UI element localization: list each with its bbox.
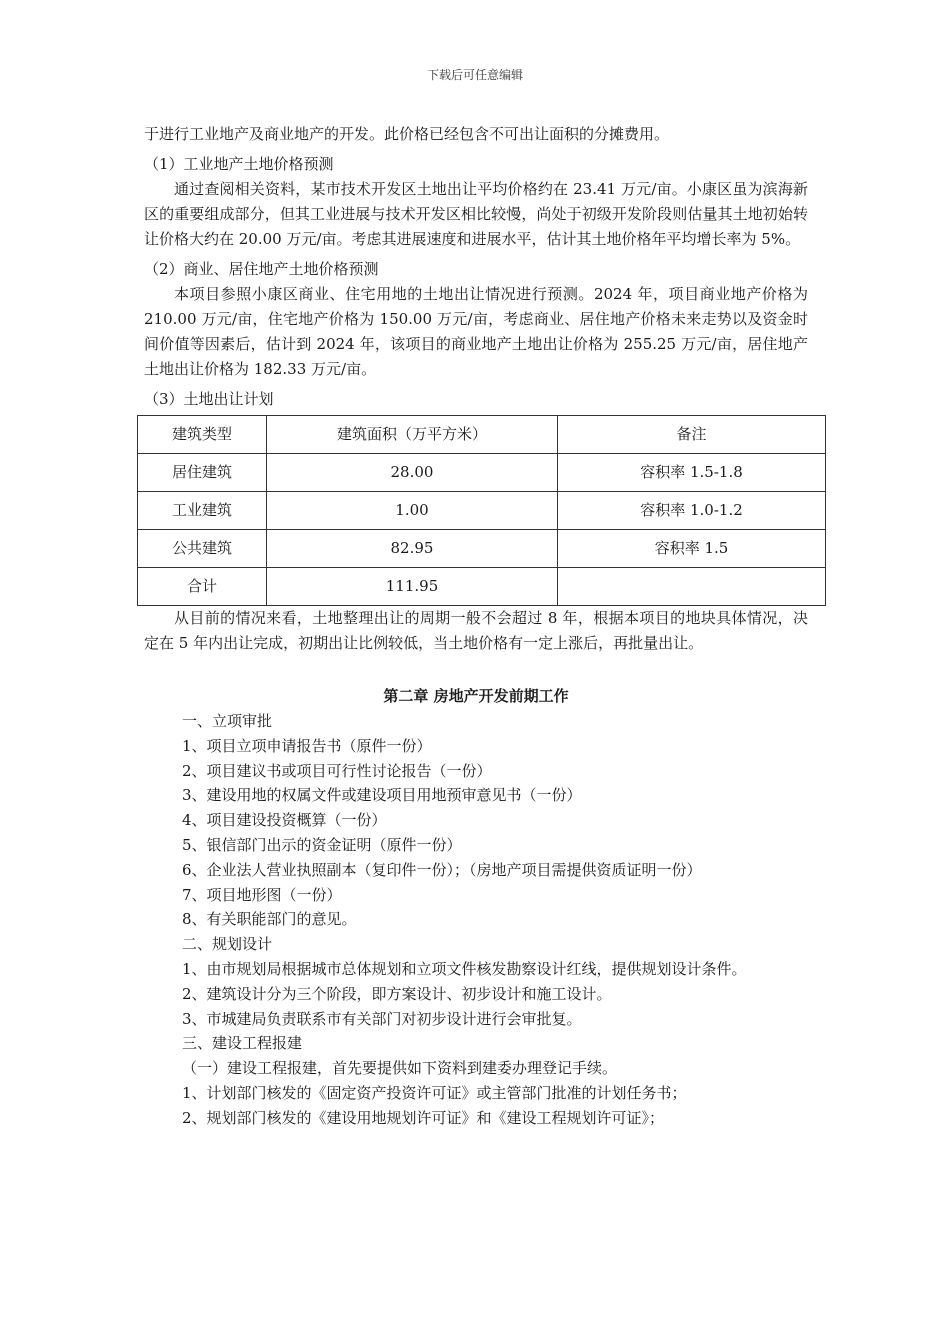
table-cell: 容积率 1.0-1.2	[558, 492, 826, 530]
list-item: 5、银信部门出示的资金证明（原件一份）	[182, 835, 462, 854]
list-item: 7、项目地形图（一份）	[182, 885, 342, 904]
list-item: 6、企业法人营业执照副本（复印件一份）；（房地产项目需提供资质证明一份）	[182, 860, 702, 879]
list-item: 2、规划部门核发的《建设用地规划许可证》和《建设工程规划许可证》；	[182, 1108, 665, 1127]
section-1-title: （1）工业地产土地价格预测	[144, 155, 334, 173]
page-header: 下载后可任意编辑	[426, 68, 523, 82]
section-2-title: （2）商业、居住地产土地价格预测	[144, 260, 379, 278]
document-body	[144, 122, 808, 1131]
table-cell: 容积率 1.5-1.8	[558, 454, 826, 492]
list-item: 3、建设用地的权属文件或建设项目用地预审意见书（一份）	[182, 786, 582, 805]
table-header-cell: 建筑类型	[138, 416, 267, 454]
table-cell: 合计	[138, 568, 267, 606]
table-header-cell: 备注	[558, 416, 826, 454]
section-3-title: （3）土地出让计划	[144, 390, 274, 408]
land-transfer-table	[137, 415, 826, 606]
table-cell: 1.00	[267, 492, 558, 530]
list-item: 3、市城建局负责联系市有关部门对初步设计进行会审批复。	[182, 1009, 582, 1028]
table-cell: 111.95	[267, 568, 558, 606]
list-item: 4、项目建设投资概算（一份）	[182, 811, 387, 830]
list-item: 2、项目建议书或项目可行性讨论报告（一份）	[182, 761, 492, 780]
table-cell	[558, 568, 826, 606]
table-header-row	[138, 416, 826, 454]
list-item: （一）建设工程报建，首先要提供如下资料到建委办理登记手续。	[182, 1059, 618, 1078]
table-row	[138, 530, 826, 568]
list-item: 1、项目立项申请报告书（原件一份）	[182, 736, 432, 755]
list-item: 二、规划设计	[182, 935, 273, 954]
list-item: 2、建筑设计分为三个阶段，即方案设计、初步设计和施工设计。	[182, 984, 612, 1003]
table-row	[138, 492, 826, 530]
section-2-body: 本项目参照小康区商业、住宅用地的土地出让情况进行预测。2024 年，项目商业地产价格为 210.00 万元/亩，住宅地产价格为 150.00 万元/亩，考虑商业、居住地产价格未来走势以及资金时间价值等因素后，估计到 2024 年，该项目的商业地产土地出让价格为 255.25 万元/亩，居住地产土地出让价格为 182.33 万元/亩。	[144, 285, 808, 378]
table-row	[138, 454, 826, 492]
chapter-title: 第二章 房地产开发前期工作	[383, 687, 569, 705]
list-item: 1、计划部门核发的《固定资产投资许可证》或主管部门批准的计划任务书；	[182, 1083, 687, 1102]
intro-paragraph: 于进行工业地产及商业地产的开发。此价格已经包含不可出让面积的分摊费用。	[144, 125, 670, 143]
table-total-row	[138, 568, 826, 606]
table-cell: 居住建筑	[138, 454, 267, 492]
list-item: 1、由市规划局根据城市总体规划和立项文件核发勘察设计红线，提供规划设计条件。	[182, 959, 747, 978]
table-cell: 28.00	[267, 454, 558, 492]
chapter-item-list	[182, 709, 808, 1131]
table-cell: 工业建筑	[138, 492, 267, 530]
list-item: 一、立项审批	[182, 712, 273, 730]
table-cell: 公共建筑	[138, 530, 267, 568]
section-1-body: 通过查阅相关资料，某市技术开发区土地出让平均价格约在 23.41 万元/亩。小康区虽为滨海新区的重要组成部分，但其工业进展与技术开发区相比较慢，尚处于初级开发阶段则估量其土地初始转让价格大约在 20.00 万元/亩。考虑其进展速度和进展水平，估计其土地价格年平均增长率为 5%。	[144, 180, 808, 248]
list-item: 8、有关职能部门的意见。	[182, 910, 357, 929]
list-item: 三、建设工程报建	[182, 1034, 303, 1053]
table-header-cell: 建筑面积（万平方米）	[267, 416, 558, 454]
table-cell: 82.95	[267, 530, 558, 568]
section-3-after: 从目前的情况来看，土地整理出让的周期一般不会超过 8 年，根据本项目的地块具体情况，决定在 5 年内出让完成，初期出让比例较低，当土地价格有一定上涨后，再批量出让。	[144, 609, 808, 652]
table-cell: 容积率 1.5	[558, 530, 826, 568]
